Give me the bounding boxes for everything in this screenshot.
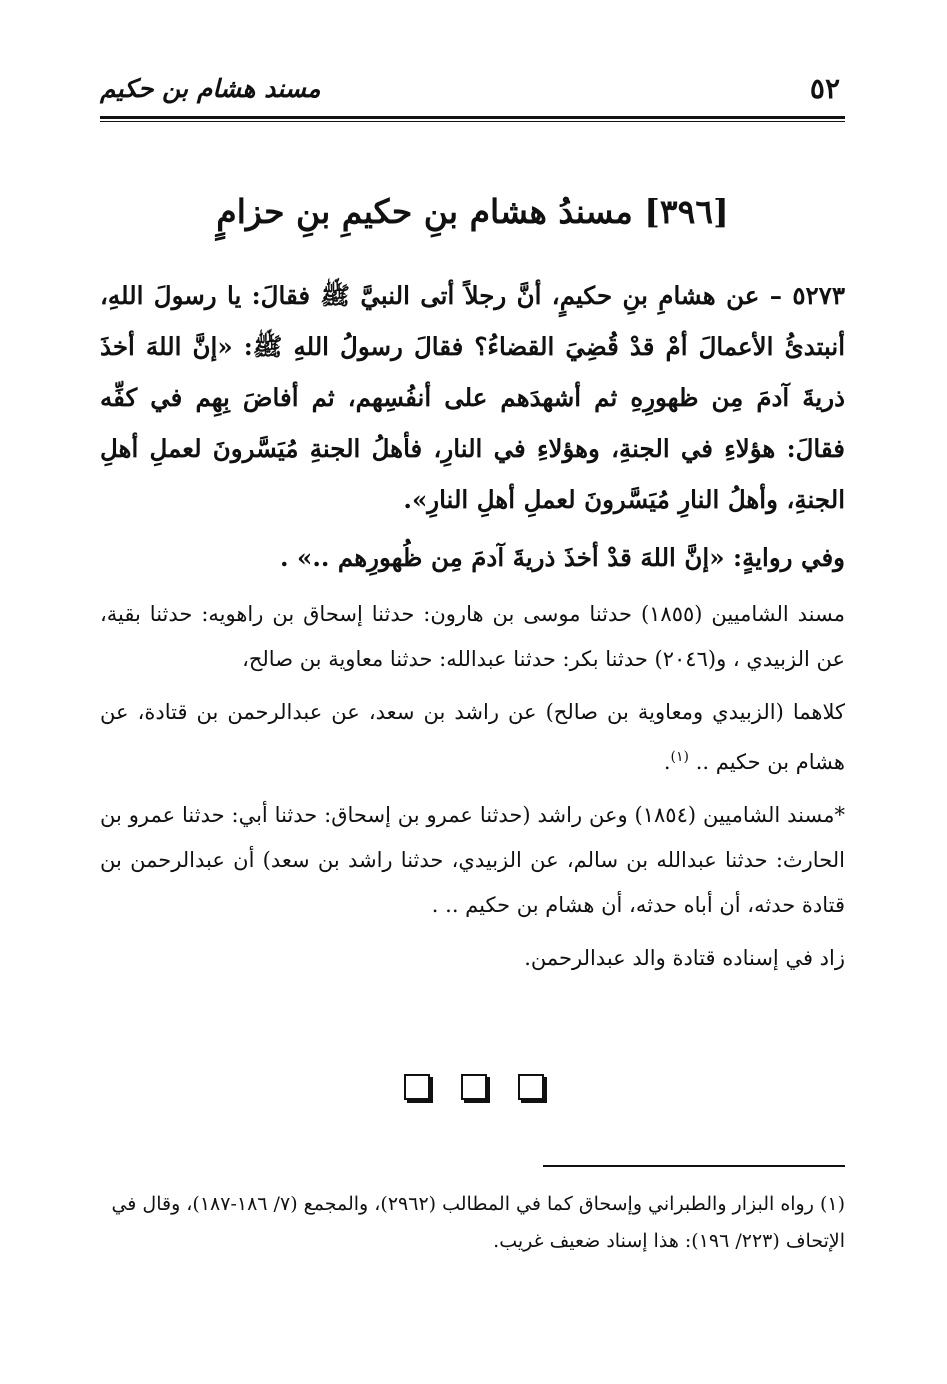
header-rule-thin (100, 121, 845, 122)
footnote-rule (543, 1165, 845, 1167)
section-end-ornament (404, 1074, 544, 1104)
running-header (100, 72, 840, 112)
hadith-text: ٥٢٧٣ – عن هشامِ بنِ حكيمٍ، أنَّ رجلاً أتى النبيَّ ﷺ فقالَ: يا رسولَ اللهِ، أنبتدئُ الأعمالَ أمْ قدْ قُضِيَ القضاءُ؟ فقالَ رسولُ اللهِ ﷺ: «إنَّ اللهَ أخذَ ذريةَ آدمَ مِن ظهورِهِ ثم أشهدَهم على أنفُسِهم، ثم أفاضَ بِهِم في كفِّه فقالَ: هؤلاءِ في الجنةِ، وهؤلاءِ في النارِ، فأهلُ الجنةِ مُيَسَّرونَ لعملِ أهلِ الجنةِ، وأهلُ النارِ مُيَسَّرونَ لعملِ أهلِ النارِ». (100, 281, 845, 514)
square-ornament-icon (404, 1074, 430, 1100)
section-title: [٣٩٦] مسندُ هشام بنِ حكيمِ بنِ حزامٍ (216, 192, 729, 231)
footnote-marker: (١) (670, 749, 689, 765)
source-text: كلاهما (الزبيدي ومعاوية بن صالح) عن راشد بن سعد، عن عبدالرحمن بن قتادة، عن هشام بن حكيم .. (100, 700, 845, 774)
source-paragraph: *مسند الشاميين (١٨٥٤) وعن راشد (حدثنا عمرو بن إسحاق: حدثنا أبي: حدثنا عمرو بن الحارث: حدثنا عبدالله بن سالم، عن الزبيدي، حدثنا راشد بن سعد) أن عبدالرحمن بن قتادة حدثه، أن أباه حدثه، أن هشام بن حكيم .. . (100, 803, 845, 917)
hadith-variant: وفي روايةٍ: «إنَّ اللهَ قدْ أخذَ ذريةَ آدمَ مِن ظُهورِهم ..» . (279, 543, 845, 572)
source-paragraph: زاد في إسناده قتادة والد عبدالرحمن. (524, 946, 845, 970)
square-ornament-icon (518, 1074, 544, 1100)
page-number: ٥٢ (809, 72, 840, 105)
running-title: مسند هشام بن حكيم (100, 74, 321, 103)
source-paragraph: كلاهما (الزبيدي ومعاوية بن صالح) عن راشد بن سعد، عن عبدالرحمن بن قتادة، عن هشام بن حكيم .. $^{(١)}$. (100, 700, 845, 774)
source-notes (100, 592, 845, 981)
source-paragraph: مسند الشاميين (١٨٥٥) حدثنا موسى بن هارون: حدثنا إسحاق بن راهويه: حدثنا بقية، عن الزبيدي ، و(٢٠٤٦) حدثنا بكر: حدثنا عبدالله: حدثنا معاوية بن صالح، (100, 602, 845, 671)
footnote: (١) رواه البزار والطبراني وإسحاق كما في المطالب (٢٩٦٢)، والمجمع (٧/ ١٨٦-١٨٧)، وقال في الإتحاف (٢٢٣/ ١٩٦): هذا إسناد ضعيف غريب. (111, 1193, 845, 1252)
square-ornament-icon (461, 1074, 487, 1100)
footnotes (100, 1186, 845, 1260)
header-rule (100, 116, 845, 119)
